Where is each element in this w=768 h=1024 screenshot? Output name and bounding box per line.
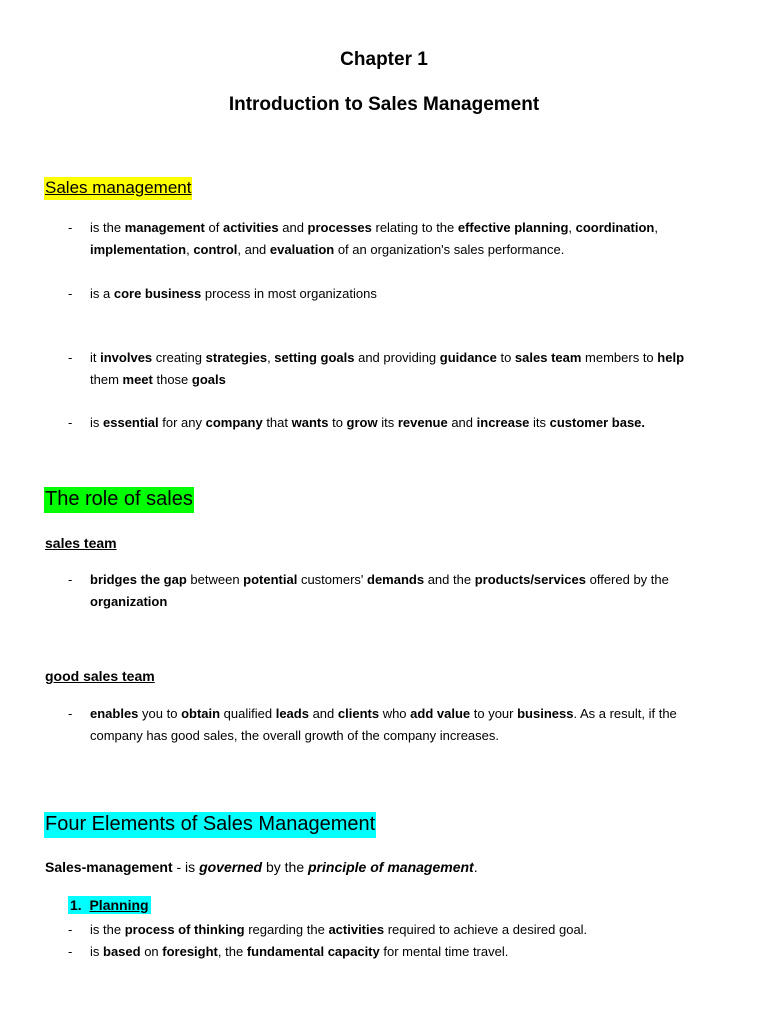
chapter-label: Chapter 1 [340,49,428,70]
chapter-title: Introduction to Sales Management [228,94,540,115]
section-heading-role-of-sales [44,487,194,513]
sales-management-heading-text: Sales management [44,177,192,200]
list-item: - is based on foresight, the fundamental capacity for mental time travel. [68,941,708,963]
four-elements-heading-text: Four Elements of Sales Management [44,812,376,838]
bullet-dash: - [68,286,73,301]
list-item: - bridges the gap between potential customers' demands and the products/services offered by the organization [68,569,708,613]
item-number: 1. [70,897,82,913]
subheading-sales-team: sales team [45,535,117,551]
list-item: - enables you to obtain qualified leads and clients who add value to your business. As a result, if the company has good sales, the overall growth of the company increases. [68,703,708,747]
list-item: - is essential for any company that wants to grow its revenue and increase its customer base. [68,412,708,434]
section-heading-four-elements [44,812,376,838]
bullet-dash: - [68,944,73,959]
list-item: - it involves creating strategies, setting goals and providing guidance to sales team members to help them meet those goals [68,347,708,391]
lead-sentence: Sales-management - is governed by the principle of management. [45,859,478,875]
role-of-sales-heading-text: The role of sales [44,487,194,513]
bullet-dash: - [68,220,73,235]
item-label: Planning [89,897,149,913]
section-heading-sales-management [44,177,192,200]
list-item: - is the process of thinking regarding the activities required to achieve a desired goal. [68,919,708,941]
bullet-dash: - [68,350,73,365]
list-item: - is a core business process in most organizations [68,283,708,305]
subheading-good-sales-team: good sales team [45,668,155,684]
numbered-item-planning [68,897,151,913]
bullet-dash: - [68,572,73,587]
bullet-dash: - [68,706,73,721]
list-item: - is the management of activities and processes relating to the effective planning, coordination, implementation, control, and evaluation of an organization's sales performance. [68,217,708,261]
bullet-dash: - [68,415,73,430]
bullet-dash: - [68,922,73,937]
